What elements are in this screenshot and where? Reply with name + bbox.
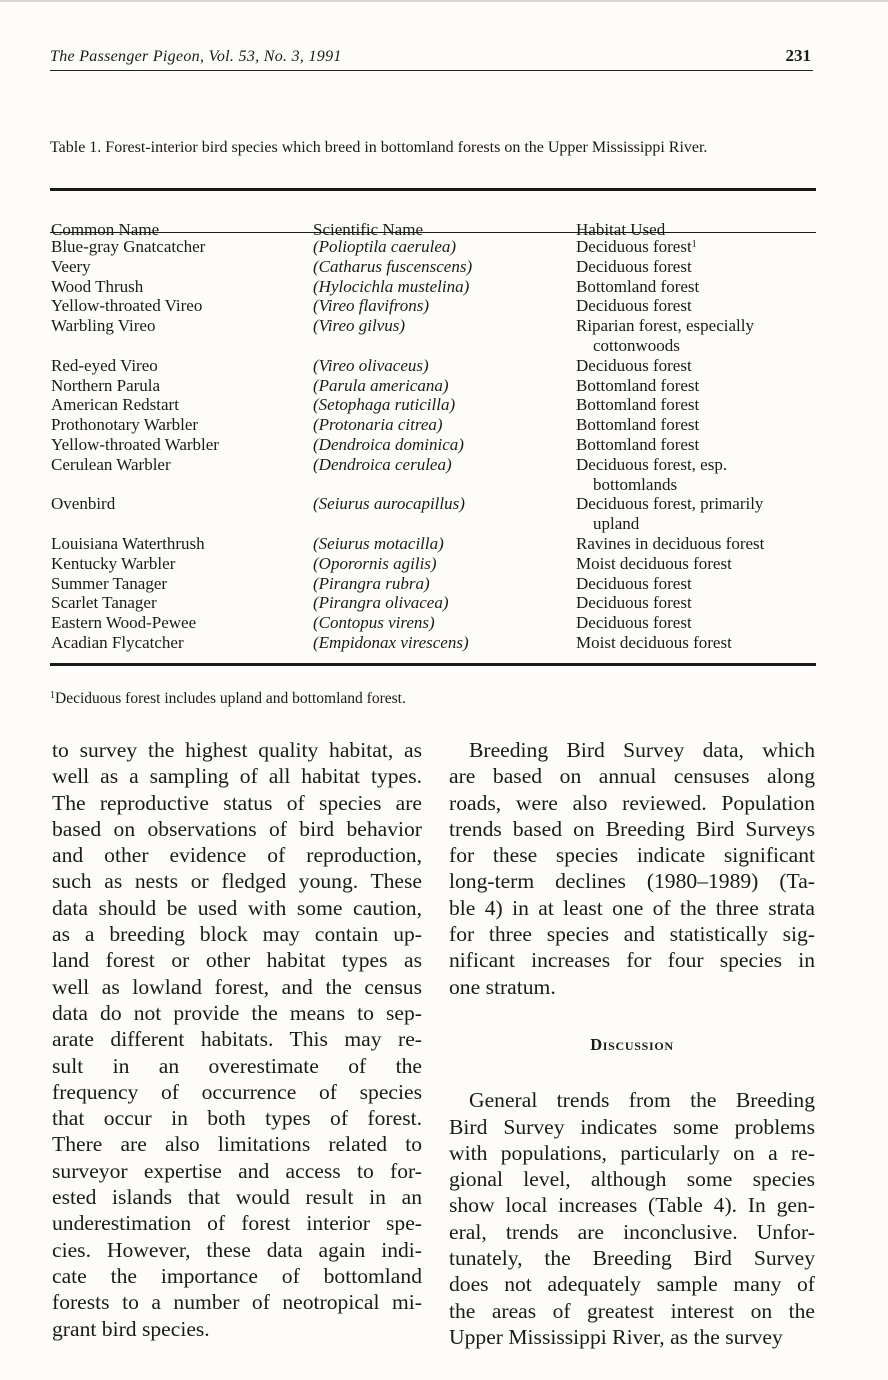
common-name-cell: Wood Thrush [51, 276, 144, 296]
text-line: gional level, although some species [449, 1167, 815, 1192]
table-row [50, 435, 816, 455]
page-header [50, 46, 813, 71]
scientific-name-cell: (Vireo olivaceus) [313, 355, 429, 375]
table-row [50, 633, 816, 653]
table-bottom-rule [50, 663, 816, 666]
scientific-name-cell: (Seiurus aurocapillus) [313, 494, 465, 514]
habitat-text: Deciduous forest [576, 355, 692, 375]
habitat-cell [576, 455, 816, 495]
text-line: and other evidence of reproduction, [52, 843, 422, 868]
table-row [50, 277, 816, 297]
table-row [50, 574, 816, 594]
scientific-name-cell: (Vireo gilvus) [313, 316, 406, 336]
section-heading-discussion: Discussion [590, 1034, 674, 1054]
common-name-cell: Red-eyed Vireo [51, 355, 158, 375]
text-line: are based on annual censuses along [449, 764, 815, 789]
text-line: well as a sampling of all habitat types. [52, 764, 422, 789]
scientific-name-cell: (Setophaga ruticilla) [313, 395, 456, 415]
text-line: such as nests or fledged young. These [52, 869, 422, 894]
habitat-cell [576, 237, 816, 257]
common-name-cell: Veery [51, 256, 91, 276]
text-line: ested islands that would result in an [52, 1185, 422, 1210]
scientific-name-cell: (Parula americana) [313, 375, 449, 395]
text-line: underestimation of forest interior spe- [52, 1211, 422, 1236]
text-line: trends based on Breeding Bird Surveys [449, 816, 815, 841]
species-table [50, 188, 816, 666]
habitat-cell [576, 435, 816, 455]
text-line: frequency of occurrence of species [52, 1079, 422, 1104]
text-line: that occur in both types of forest. [52, 1106, 422, 1131]
text-line: data do not provide the means to sep- [52, 1000, 422, 1025]
habitat-text: Deciduous forest [576, 237, 692, 256]
table-header [50, 191, 816, 239]
body-column-right [449, 737, 815, 1350]
column-header-common-name: Common Name [51, 220, 160, 239]
habitat-text: Bottomland forest [576, 395, 700, 415]
common-name-cell: American Redstart [51, 395, 179, 415]
habitat-text: Bottomland forest [576, 434, 700, 454]
text-line: based on observations of bird behavior [52, 816, 422, 841]
habitat-text: Deciduous forest [576, 256, 692, 276]
table-row [50, 316, 816, 356]
habitat-text: Deciduous forest [576, 296, 692, 316]
footnote-marker: 1 [691, 239, 697, 250]
text-line: forests to a number of neotropical mi- [52, 1290, 422, 1315]
habitat-cell [576, 277, 816, 297]
habitat-text: Riparian forest, especially [576, 316, 754, 336]
habitat-text: Ravines in deciduous forest [576, 533, 765, 553]
scientific-name-cell: (Vireo flavifrons) [313, 296, 429, 316]
habitat-text: Bottomland forest [576, 276, 700, 296]
habitat-text-continued: upland [593, 514, 640, 534]
scientific-name-cell: (Protonaria citrea) [313, 415, 443, 435]
text-line: cate the importance of bottomland [52, 1263, 422, 1288]
habitat-cell [576, 613, 816, 633]
scientific-name-cell: (Oporornis agilis) [313, 553, 437, 573]
table-row [50, 534, 816, 554]
common-name-cell: Scarlet Tanager [51, 593, 157, 613]
habitat-cell [576, 395, 816, 415]
common-name-cell: Louisiana Waterthrush [51, 533, 205, 553]
scientific-name-cell: (Empidonax virescens) [313, 632, 469, 652]
table-row [50, 296, 816, 316]
text-line: Breeding Bird Survey data, which [469, 738, 815, 762]
common-name-cell: Eastern Wood-Pewee [51, 613, 197, 633]
habitat-cell [576, 494, 816, 534]
table-row [50, 395, 816, 415]
paragraph-breeding-bird-survey [449, 737, 815, 1000]
table-row [50, 593, 816, 613]
scientific-name-cell: (Hylocichla mustelina) [313, 276, 470, 296]
table-caption: Table 1. Forest-interior bird species which breed in bottomland forests on the Upper Mississippi River. [50, 139, 708, 156]
column-header-scientific-name: Scientific Name [313, 220, 423, 239]
text-line: does not adequately sample many of [449, 1272, 815, 1297]
scientific-name-cell: (Seiurus motacilla) [313, 533, 444, 553]
text-line: grant bird species. [52, 1316, 210, 1341]
common-name-cell: Northern Parula [51, 375, 161, 395]
column-header-habitat-used: Habitat Used [576, 220, 666, 239]
footnote-marker: 1 [50, 690, 55, 701]
text-line: arate different habitats. This may re- [52, 1027, 422, 1052]
text-line: nificant increases for four species in [449, 948, 815, 973]
table-row [50, 356, 816, 376]
text-line: There are also limitations related to [52, 1132, 422, 1157]
habitat-text: Bottomland forest [576, 375, 700, 395]
body-column-left [52, 737, 422, 1342]
habitat-cell [576, 415, 816, 435]
common-name-cell: Cerulean Warbler [51, 454, 171, 474]
text-line: ble 4) in at least one of the three strata [449, 895, 815, 920]
common-name-cell: Ovenbird [51, 494, 116, 514]
habitat-cell [576, 593, 816, 613]
table-row [50, 455, 816, 495]
habitat-cell [576, 534, 816, 554]
common-name-cell: Prothonotary Warbler [51, 415, 199, 435]
scientific-name-cell: (Pirangra rubra) [313, 573, 430, 593]
common-name-cell: Yellow-throated Warbler [51, 434, 219, 454]
habitat-text: Moist deciduous forest [576, 632, 732, 652]
scientific-name-cell: (Polioptila caerulea) [313, 237, 457, 256]
habitat-text: Moist deciduous forest [576, 553, 732, 573]
paragraph-general-trends [449, 1087, 815, 1350]
table-footnote [50, 690, 406, 708]
table-row [50, 415, 816, 435]
table-row [50, 613, 816, 633]
text-line: well as lowland forest, and the census [52, 974, 422, 999]
habitat-text-continued: cottonwoods [593, 335, 680, 355]
text-line: Bird Survey indicates some problems [449, 1114, 815, 1139]
text-line: the areas of greatest interest on the [449, 1298, 815, 1323]
text-line: one stratum. [449, 974, 556, 999]
habitat-text: Deciduous forest, primarily [576, 494, 764, 514]
text-line: The reproductive status of species are [52, 790, 422, 815]
page-number: 231 [785, 46, 811, 65]
text-line: eral, trends are inconclusive. Unfor- [449, 1219, 815, 1244]
table-row [50, 376, 816, 396]
scientific-name-cell: (Contopus virens) [313, 613, 435, 633]
footnote-text: Deciduous forest includes upland and bottomland forest. [55, 690, 406, 707]
table-row [50, 257, 816, 277]
text-line: tunately, the Breeding Bird Survey [449, 1246, 815, 1271]
text-line: for these species indicate significant [449, 843, 815, 868]
scientific-name-cell: (Dendroica dominica) [313, 434, 464, 454]
habitat-text: Deciduous forest [576, 593, 692, 613]
habitat-text-continued: bottomlands [593, 474, 678, 494]
text-line: data should be used with some caution, [52, 895, 422, 920]
habitat-cell [576, 257, 816, 277]
running-head: The Passenger Pigeon, Vol. 53, No. 3, 1991 [50, 48, 342, 65]
habitat-text: Deciduous forest [576, 613, 692, 633]
text-line: long-term declines (1980–1989) (Ta- [449, 869, 815, 894]
common-name-cell: Kentucky Warbler [51, 553, 176, 573]
habitat-text: Bottomland forest [576, 415, 700, 435]
scientific-name-cell: (Dendroica cerulea) [313, 454, 452, 474]
text-line: land forest or other habitat types as [52, 948, 422, 973]
habitat-cell [576, 554, 816, 574]
habitat-cell [576, 633, 816, 653]
habitat-cell [576, 356, 816, 376]
text-line: Upper Mississippi River, as the survey [449, 1324, 783, 1349]
text-line: General trends from the Breeding [469, 1088, 815, 1113]
table-row [50, 237, 816, 257]
common-name-cell: Blue-gray Gnatcatcher [51, 237, 206, 256]
text-line: for three species and statistically sig- [449, 922, 815, 947]
common-name-cell: Summer Tanager [51, 573, 168, 593]
text-line: sult in an overestimate of the [52, 1053, 422, 1078]
text-line: roads, were also reviewed. Population [449, 790, 815, 815]
common-name-cell: Acadian Flycatcher [51, 632, 184, 652]
text-line: cies. However, these data again indi- [52, 1237, 422, 1262]
habitat-text: Deciduous forest [576, 573, 692, 593]
habitat-text: Deciduous forest, esp. [576, 454, 728, 474]
text-line: to survey the highest quality habitat, as [52, 738, 422, 762]
table-row [50, 554, 816, 574]
text-line: show local increases (Table 4). In gen- [449, 1193, 815, 1218]
scientific-name-cell: (Catharus fuscenscens) [313, 256, 473, 276]
table-row [50, 494, 816, 534]
scientific-name-cell: (Pirangra olivacea) [313, 593, 449, 613]
habitat-cell [576, 376, 816, 396]
text-line: with populations, particularly on a re- [449, 1140, 815, 1165]
text-line: surveyor expertise and access to for- [52, 1158, 422, 1183]
habitat-cell [576, 316, 816, 356]
top-edge-rule [0, 0, 888, 2]
habitat-cell [576, 296, 816, 316]
common-name-cell: Warbling Vireo [51, 316, 156, 336]
text-line: as a breeding block may contain up- [52, 922, 422, 947]
table-body [50, 233, 816, 663]
habitat-cell [576, 574, 816, 594]
common-name-cell: Yellow-throated Vireo [51, 296, 203, 316]
